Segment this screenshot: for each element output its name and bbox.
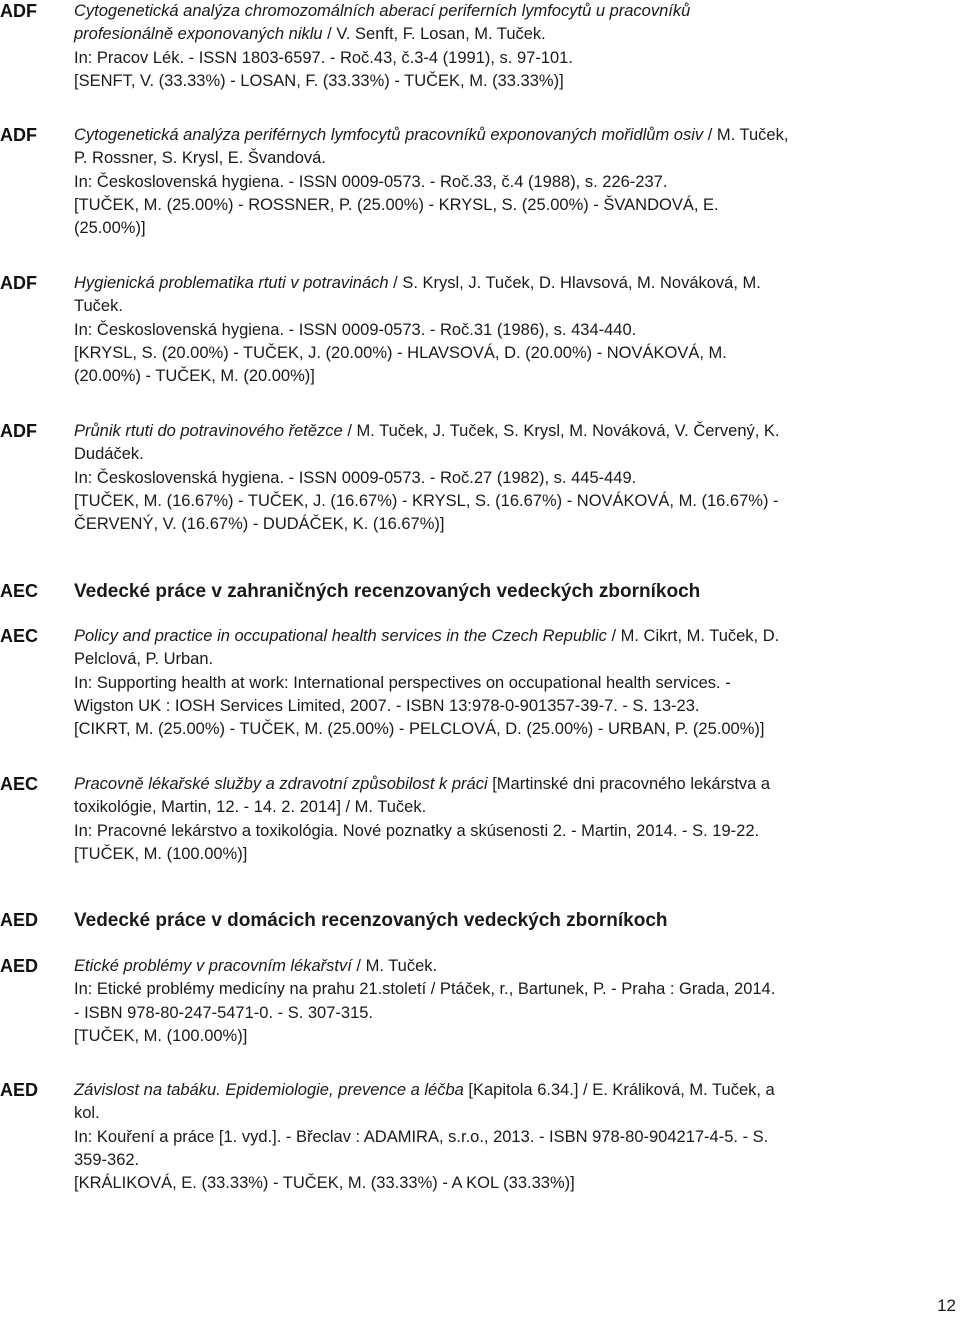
- entry-detail: In: Československá hygiena. - ISSN 0009-0573. - Roč.31 (1986), s. 434-440.: [74, 320, 637, 339]
- entry-line: [74, 443, 952, 466]
- entry-detail: Tuček.: [74, 297, 123, 316]
- entry-title: Etické problémy v pracovním lékařství: [74, 957, 352, 975]
- entry-line: [74, 295, 952, 318]
- page-number: 12: [937, 1296, 956, 1315]
- entry-text: [74, 124, 952, 240]
- entry-line: [74, 1025, 952, 1048]
- entry-line: [74, 1172, 952, 1195]
- entry-line: [74, 342, 952, 365]
- entry-detail: / M. Cikrt, M. Tuček, D.: [606, 627, 780, 645]
- entry-line: [74, 1002, 952, 1025]
- entry-detail: (20.00%) - TUČEK, M. (20.00%)]: [74, 367, 315, 386]
- entry-text: [74, 420, 952, 536]
- entry-text: [74, 0, 952, 93]
- entry-detail: / M. Tuček, J. Tuček, S. Krysl, M. Nováková, V. Červený, K.: [342, 422, 780, 440]
- entry-text: [74, 773, 952, 866]
- entry-line: [74, 820, 952, 843]
- entry-title: Pracovně lékařské služby a zdravotní způsobilost k práci: [74, 775, 488, 793]
- entry-line: [74, 955, 952, 978]
- entry-detail: Pelclová, P. Urban.: [74, 650, 214, 669]
- entry-line: [74, 1079, 952, 1102]
- entry-detail: Wigston UK : IOSH Services Limited, 2007. - ISBN 13:978-0-901357-39-7. - S. 13-23.: [74, 696, 700, 715]
- entry-detail: In: Etické problémy medicíny na prahu 21.století / Ptáček, r., Bartunek, P. - Praha : Grada, 2014.: [74, 980, 776, 999]
- entry-detail: (25.00%)]: [74, 219, 146, 238]
- entry-detail: toxikológie, Martin, 12. - 14. 2. 2014] / M. Tuček.: [74, 798, 427, 817]
- entry-line: [74, 217, 952, 240]
- category-code: ADF: [0, 421, 37, 441]
- entry-line: [74, 625, 952, 648]
- entry-line: [74, 147, 952, 170]
- entry-text: [74, 272, 952, 388]
- entry-detail: [KRÁLIKOVÁ, E. (33.33%) - TUČEK, M. (33.33%) - A KOL (33.33%)]: [74, 1174, 575, 1193]
- entry-line: [74, 365, 952, 388]
- entry-detail: [KRYSL, S. (20.00%) - TUČEK, J. (20.00%) - HLAVSOVÁ, D. (20.00%) - NOVÁKOVÁ, M.: [74, 343, 727, 362]
- entry-detail: Dudáček.: [74, 445, 144, 464]
- entry-line: [74, 47, 952, 70]
- entry-detail: [TUČEK, M. (16.67%) - TUČEK, J. (16.67%) - KRYSL, S. (16.67%) - NOVÁKOVÁ, M. (16.67%) -: [74, 491, 779, 510]
- entry-title: Závislost na tabáku. Epidemiologie, prevence a léčba: [74, 1081, 464, 1099]
- entry-text: [74, 625, 952, 741]
- entry-line: [74, 319, 952, 342]
- category-code: AEC: [0, 626, 39, 646]
- entry-line: [74, 420, 952, 443]
- entry-line: [74, 490, 952, 513]
- entry-line: [74, 648, 952, 671]
- section-heading: Vedecké práce v zahraničných recenzovaných vedeckých zborníkoch: [74, 581, 701, 602]
- entry-detail: kol.: [74, 1104, 100, 1123]
- entry-line: [74, 513, 952, 536]
- entry-detail: In: Pracov Lék. - ISSN 1803-6597. - Roč.43, č.3-4 (1991), s. 97-101.: [74, 48, 573, 67]
- entry-title: Policy and practice in occupational health services in the Czech Republic: [74, 627, 607, 645]
- entry-line: [74, 467, 952, 490]
- entry-line: [74, 843, 952, 866]
- entry-line: [74, 194, 952, 217]
- entry-detail: 359-362.: [74, 1150, 140, 1169]
- entry-line: [74, 124, 952, 147]
- entry-line: [74, 773, 952, 796]
- entry-detail: [TUČEK, M. (100.00%)]: [74, 1026, 248, 1045]
- category-code: ADF: [0, 273, 37, 293]
- entry-line: [74, 70, 952, 93]
- entry-line: [74, 978, 952, 1001]
- entry-line: [74, 672, 952, 695]
- entry-detail: In: Kouření a práce [1. vyd.]. - Břeclav : ADAMIRA, s.r.o., 2013. - ISBN 978-80-904217-4-5. - S.: [74, 1127, 769, 1146]
- entry-detail: [TUČEK, M. (25.00%) - ROSSNER, P. (25.00%) - KRYSL, S. (25.00%) - ŠVANDOVÁ, E.: [74, 195, 719, 214]
- category-code: AED: [0, 956, 39, 976]
- entry-line: [74, 796, 952, 819]
- category-code: AED: [0, 910, 39, 930]
- entry-line: [74, 1126, 952, 1149]
- entry-detail: / M. Tuček,: [703, 126, 789, 144]
- entry-line: [74, 718, 952, 741]
- entry-detail: In: Supporting health at work: International perspectives on occupational health services. -: [74, 673, 731, 692]
- entry-detail: In: Československá hygiena. - ISSN 0009-0573. - Roč.33, č.4 (1988), s. 226-237.: [74, 172, 668, 191]
- entry-detail: / V. Senft, F. Losan, M. Tuček.: [322, 25, 546, 44]
- entry-detail: - ISBN 978-80-247-5471-0. - S. 307-315.: [74, 1003, 374, 1022]
- entry-detail: [TUČEK, M. (100.00%)]: [74, 844, 248, 863]
- entry-detail: ČERVENÝ, V. (16.67%) - DUDÁČEK, K. (16.67%)]: [74, 515, 445, 534]
- entry-detail: P. Rossner, S. Krysl, E. Švandová.: [74, 149, 326, 168]
- entry-line: [74, 0, 952, 23]
- entry-text: [74, 955, 952, 1048]
- entry-title: Průnik rtuti do potravinového řetězce: [74, 422, 343, 440]
- entry-detail: In: Pracovné lekárstvo a toxikológia. Nové poznatky a skúsenosti 2. - Martin, 2014. - S. 19-22.: [74, 821, 760, 840]
- entry-title: Hygienická problematika rtuti v potravinách: [74, 274, 389, 292]
- entry-line: [74, 1149, 952, 1172]
- entry-title: Cytogenetická analýza chromozomálních aberací periferních lymfocytů u pracovníků: [74, 2, 691, 20]
- entry-detail: In: Československá hygiena. - ISSN 0009-0573. - Roč.27 (1982), s. 445-449.: [74, 468, 637, 487]
- entry-detail: [CIKRT, M. (25.00%) - TUČEK, M. (25.00%) - PELCLOVÁ, D. (25.00%) - URBAN, P. (25.00%)]: [74, 720, 765, 739]
- entry-detail: [Martinské dni pracovného lekárstva a: [487, 775, 771, 793]
- entry-detail: / M. Tuček.: [351, 957, 438, 975]
- category-code: AEC: [0, 581, 39, 601]
- category-code: ADF: [0, 1, 37, 21]
- entry-title: profesionálně exponovaných niklu: [74, 25, 323, 44]
- entry-line: [74, 23, 952, 46]
- entry-text: [74, 1079, 952, 1195]
- entry-line: [74, 272, 952, 295]
- entry-detail: [Kapitola 6.34.] / E. Králiková, M. Tuček, a: [463, 1081, 775, 1099]
- entry-line: [74, 171, 952, 194]
- entry-title: Cytogenetická analýza periférnych lymfocytů pracovníků exponovaných mořidlům osiv: [74, 126, 704, 144]
- category-code: AED: [0, 1080, 39, 1100]
- entry-line: [74, 1102, 952, 1125]
- entry-detail: / S. Krysl, J. Tuček, D. Hlavsová, M. Nováková, M.: [388, 274, 761, 292]
- entry-detail: [SENFT, V. (33.33%) - LOSAN, F. (33.33%) - TUČEK, M. (33.33%)]: [74, 71, 564, 90]
- section-heading: Vedecké práce v domácich recenzovaných vedeckých zborníkoch: [74, 910, 668, 931]
- category-code: AEC: [0, 774, 39, 794]
- category-code: ADF: [0, 125, 37, 145]
- entry-line: [74, 695, 952, 718]
